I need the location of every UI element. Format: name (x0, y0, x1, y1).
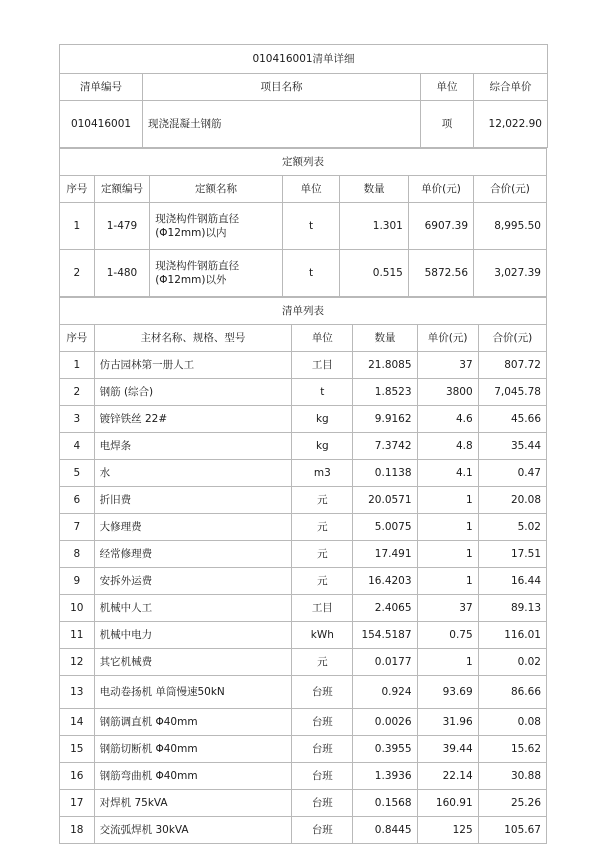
bill-row-qty: 7.3742 (353, 433, 417, 460)
bill-row-qty: 16.4203 (353, 568, 417, 595)
bill-row-price: 1 (417, 514, 478, 541)
bill-row-amount: 25.26 (478, 790, 546, 817)
table-row (60, 709, 547, 736)
quota-row-name: 现浇构件钢筋直径(Φ12mm)以外 (150, 250, 283, 297)
quota-row-qty: 1.301 (340, 203, 408, 250)
bill-header-row (60, 325, 547, 352)
table-row (60, 487, 547, 514)
bill-row-name: 折旧费 (94, 487, 292, 514)
bill-row-no: 16 (60, 763, 95, 790)
bill-row-name: 对焊机 75kVA (94, 790, 292, 817)
bill-row-price: 1 (417, 541, 478, 568)
summary-data-row (60, 101, 548, 148)
quota-row-code: 1-479 (94, 203, 149, 250)
bill-row-price: 39.44 (417, 736, 478, 763)
bill-row-amount: 15.62 (478, 736, 546, 763)
quota-header-no: 序号 (60, 176, 95, 203)
quota-row-price: 6907.39 (408, 203, 473, 250)
bill-row-amount: 807.72 (478, 352, 546, 379)
detail-sheet (59, 44, 547, 844)
quota-row-price: 5872.56 (408, 250, 473, 297)
bill-row-name: 钢筋切断机 Φ40mm (94, 736, 292, 763)
table-row (60, 352, 547, 379)
quota-section-title-row (60, 149, 547, 176)
bill-header-price: 单价(元) (417, 325, 478, 352)
bill-row-qty: 0.3955 (353, 736, 417, 763)
table-row (60, 736, 547, 763)
bill-row-amount: 105.67 (478, 817, 546, 844)
bill-row-unit: kg (292, 406, 353, 433)
table-row (60, 541, 547, 568)
bill-row-unit: 台班 (292, 763, 353, 790)
bill-row-amount: 20.08 (478, 487, 546, 514)
bill-header-unit: 单位 (292, 325, 353, 352)
summary-name: 现浇混凝土钢筋 (143, 101, 421, 148)
bill-row-no: 2 (60, 379, 95, 406)
bill-header-no: 序号 (60, 325, 95, 352)
table-row (60, 568, 547, 595)
bill-row-name: 其它机械费 (94, 649, 292, 676)
bill-row-no: 7 (60, 514, 95, 541)
bill-row-unit: 元 (292, 568, 353, 595)
bill-row-no: 11 (60, 622, 95, 649)
table-row (60, 676, 547, 709)
bill-row-price: 37 (417, 352, 478, 379)
table-row (60, 649, 547, 676)
summary-header-row (60, 74, 548, 101)
bill-row-no: 5 (60, 460, 95, 487)
quota-list-table (59, 148, 547, 297)
bill-row-no: 10 (60, 595, 95, 622)
bill-header-amount: 合价(元) (478, 325, 546, 352)
table-row (60, 817, 547, 844)
quota-row-name: 现浇构件钢筋直径(Φ12mm)以内 (150, 203, 283, 250)
summary-table (59, 44, 548, 148)
bill-row-amount: 16.44 (478, 568, 546, 595)
bill-list-table (59, 297, 547, 844)
summary-code: 010416001 (60, 101, 143, 148)
bill-row-price: 22.14 (417, 763, 478, 790)
summary-header-code: 清单编号 (60, 74, 143, 101)
bill-row-price: 31.96 (417, 709, 478, 736)
table-row (60, 622, 547, 649)
bill-section-title-row (60, 298, 547, 325)
bill-row-name: 经常修理费 (94, 541, 292, 568)
bill-row-amount: 89.13 (478, 595, 546, 622)
quota-header-price: 单价(元) (408, 176, 473, 203)
bill-header-name: 主材名称、规格、型号 (94, 325, 292, 352)
document-title-row (60, 45, 548, 74)
quota-row-no: 1 (60, 203, 95, 250)
bill-row-name: 水 (94, 460, 292, 487)
bill-row-unit: 元 (292, 649, 353, 676)
bill-row-name: 大修理费 (94, 514, 292, 541)
table-row (60, 595, 547, 622)
summary-unit-price: 12,022.90 (474, 101, 548, 148)
bill-section-title: 清单列表 (60, 298, 547, 325)
bill-row-qty: 0.8445 (353, 817, 417, 844)
bill-row-price: 0.75 (417, 622, 478, 649)
bill-row-price: 4.8 (417, 433, 478, 460)
bill-row-unit: kg (292, 433, 353, 460)
table-row (60, 203, 547, 250)
bill-row-no: 1 (60, 352, 95, 379)
bill-row-name: 电动卷扬机 单筒慢速50kN (94, 676, 292, 709)
quota-row-unit: t (282, 250, 340, 297)
bill-row-no: 3 (60, 406, 95, 433)
bill-row-qty: 20.0571 (353, 487, 417, 514)
quota-row-code: 1-480 (94, 250, 149, 297)
quota-row-no: 2 (60, 250, 95, 297)
quota-row-amount: 8,995.50 (474, 203, 547, 250)
table-row (60, 379, 547, 406)
bill-row-no: 15 (60, 736, 95, 763)
bill-row-name: 钢筋调直机 Φ40mm (94, 709, 292, 736)
bill-row-qty: 0.0026 (353, 709, 417, 736)
bill-row-unit: 工目 (292, 352, 353, 379)
bill-row-amount: 17.51 (478, 541, 546, 568)
quota-header-code: 定额编号 (94, 176, 149, 203)
bill-row-qty: 21.8085 (353, 352, 417, 379)
summary-header-name: 项目名称 (143, 74, 421, 101)
bill-row-name: 机械中电力 (94, 622, 292, 649)
bill-row-unit: 元 (292, 514, 353, 541)
bill-row-price: 160.91 (417, 790, 478, 817)
bill-row-amount: 30.88 (478, 763, 546, 790)
quota-row-qty: 0.515 (340, 250, 408, 297)
bill-row-unit: 台班 (292, 709, 353, 736)
bill-header-qty: 数量 (353, 325, 417, 352)
bill-row-unit: 台班 (292, 817, 353, 844)
bill-row-qty: 9.9162 (353, 406, 417, 433)
bill-row-name: 钢筋弯曲机 Φ40mm (94, 763, 292, 790)
bill-row-no: 17 (60, 790, 95, 817)
bill-row-unit: 元 (292, 541, 353, 568)
table-row (60, 790, 547, 817)
table-row (60, 763, 547, 790)
bill-row-price: 4.6 (417, 406, 478, 433)
quota-section-title: 定额列表 (60, 149, 547, 176)
bill-row-no: 9 (60, 568, 95, 595)
bill-row-no: 12 (60, 649, 95, 676)
bill-row-no: 18 (60, 817, 95, 844)
bill-row-unit: 工目 (292, 595, 353, 622)
bill-row-qty: 1.3936 (353, 763, 417, 790)
summary-header-unit: 单位 (421, 74, 474, 101)
table-row (60, 433, 547, 460)
bill-row-qty: 0.924 (353, 676, 417, 709)
table-row (60, 460, 547, 487)
table-row (60, 514, 547, 541)
quota-row-amount: 3,027.39 (474, 250, 547, 297)
summary-unit: 项 (421, 101, 474, 148)
quota-header-qty: 数量 (340, 176, 408, 203)
bill-row-price: 4.1 (417, 460, 478, 487)
bill-row-amount: 0.02 (478, 649, 546, 676)
bill-row-price: 125 (417, 817, 478, 844)
bill-row-name: 仿古园林第一册人工 (94, 352, 292, 379)
bill-row-qty: 1.8523 (353, 379, 417, 406)
bill-row-amount: 45.66 (478, 406, 546, 433)
bill-row-unit: kWh (292, 622, 353, 649)
bill-row-price: 37 (417, 595, 478, 622)
bill-row-price: 1 (417, 649, 478, 676)
bill-row-amount: 35.44 (478, 433, 546, 460)
bill-row-qty: 17.491 (353, 541, 417, 568)
bill-row-name: 钢筋 (综合) (94, 379, 292, 406)
bill-row-unit: t (292, 379, 353, 406)
bill-row-name: 安拆外运费 (94, 568, 292, 595)
bill-row-amount: 116.01 (478, 622, 546, 649)
bill-row-qty: 0.1138 (353, 460, 417, 487)
bill-row-qty: 2.4065 (353, 595, 417, 622)
bill-row-unit: 台班 (292, 676, 353, 709)
bill-row-amount: 86.66 (478, 676, 546, 709)
bill-row-unit: 台班 (292, 790, 353, 817)
quota-header-unit: 单位 (282, 176, 340, 203)
bill-row-name: 镀锌铁丝 22# (94, 406, 292, 433)
quota-header-amount: 合价(元) (474, 176, 547, 203)
quota-row-unit: t (282, 203, 340, 250)
bill-row-name: 机械中人工 (94, 595, 292, 622)
bill-row-name: 电焊条 (94, 433, 292, 460)
bill-row-unit: 元 (292, 487, 353, 514)
bill-row-no: 8 (60, 541, 95, 568)
bill-row-amount: 5.02 (478, 514, 546, 541)
bill-row-price: 1 (417, 487, 478, 514)
summary-header-price: 综合单价 (474, 74, 548, 101)
bill-row-qty: 0.1568 (353, 790, 417, 817)
bill-row-amount: 0.47 (478, 460, 546, 487)
bill-row-no: 6 (60, 487, 95, 514)
bill-row-no: 14 (60, 709, 95, 736)
quota-header-row (60, 176, 547, 203)
bill-row-qty: 154.5187 (353, 622, 417, 649)
bill-row-no: 4 (60, 433, 95, 460)
bill-row-name: 交流弧焊机 30kVA (94, 817, 292, 844)
bill-row-unit: 台班 (292, 736, 353, 763)
bill-row-qty: 0.0177 (353, 649, 417, 676)
table-row (60, 250, 547, 297)
bill-row-no: 13 (60, 676, 95, 709)
quota-header-name: 定额名称 (150, 176, 283, 203)
bill-row-amount: 0.08 (478, 709, 546, 736)
bill-row-amount: 7,045.78 (478, 379, 546, 406)
bill-row-price: 3800 (417, 379, 478, 406)
bill-row-qty: 5.0075 (353, 514, 417, 541)
bill-row-price: 93.69 (417, 676, 478, 709)
table-row (60, 406, 547, 433)
bill-row-price: 1 (417, 568, 478, 595)
page-title: 010416001清单详细 (60, 45, 548, 74)
bill-row-unit: m3 (292, 460, 353, 487)
